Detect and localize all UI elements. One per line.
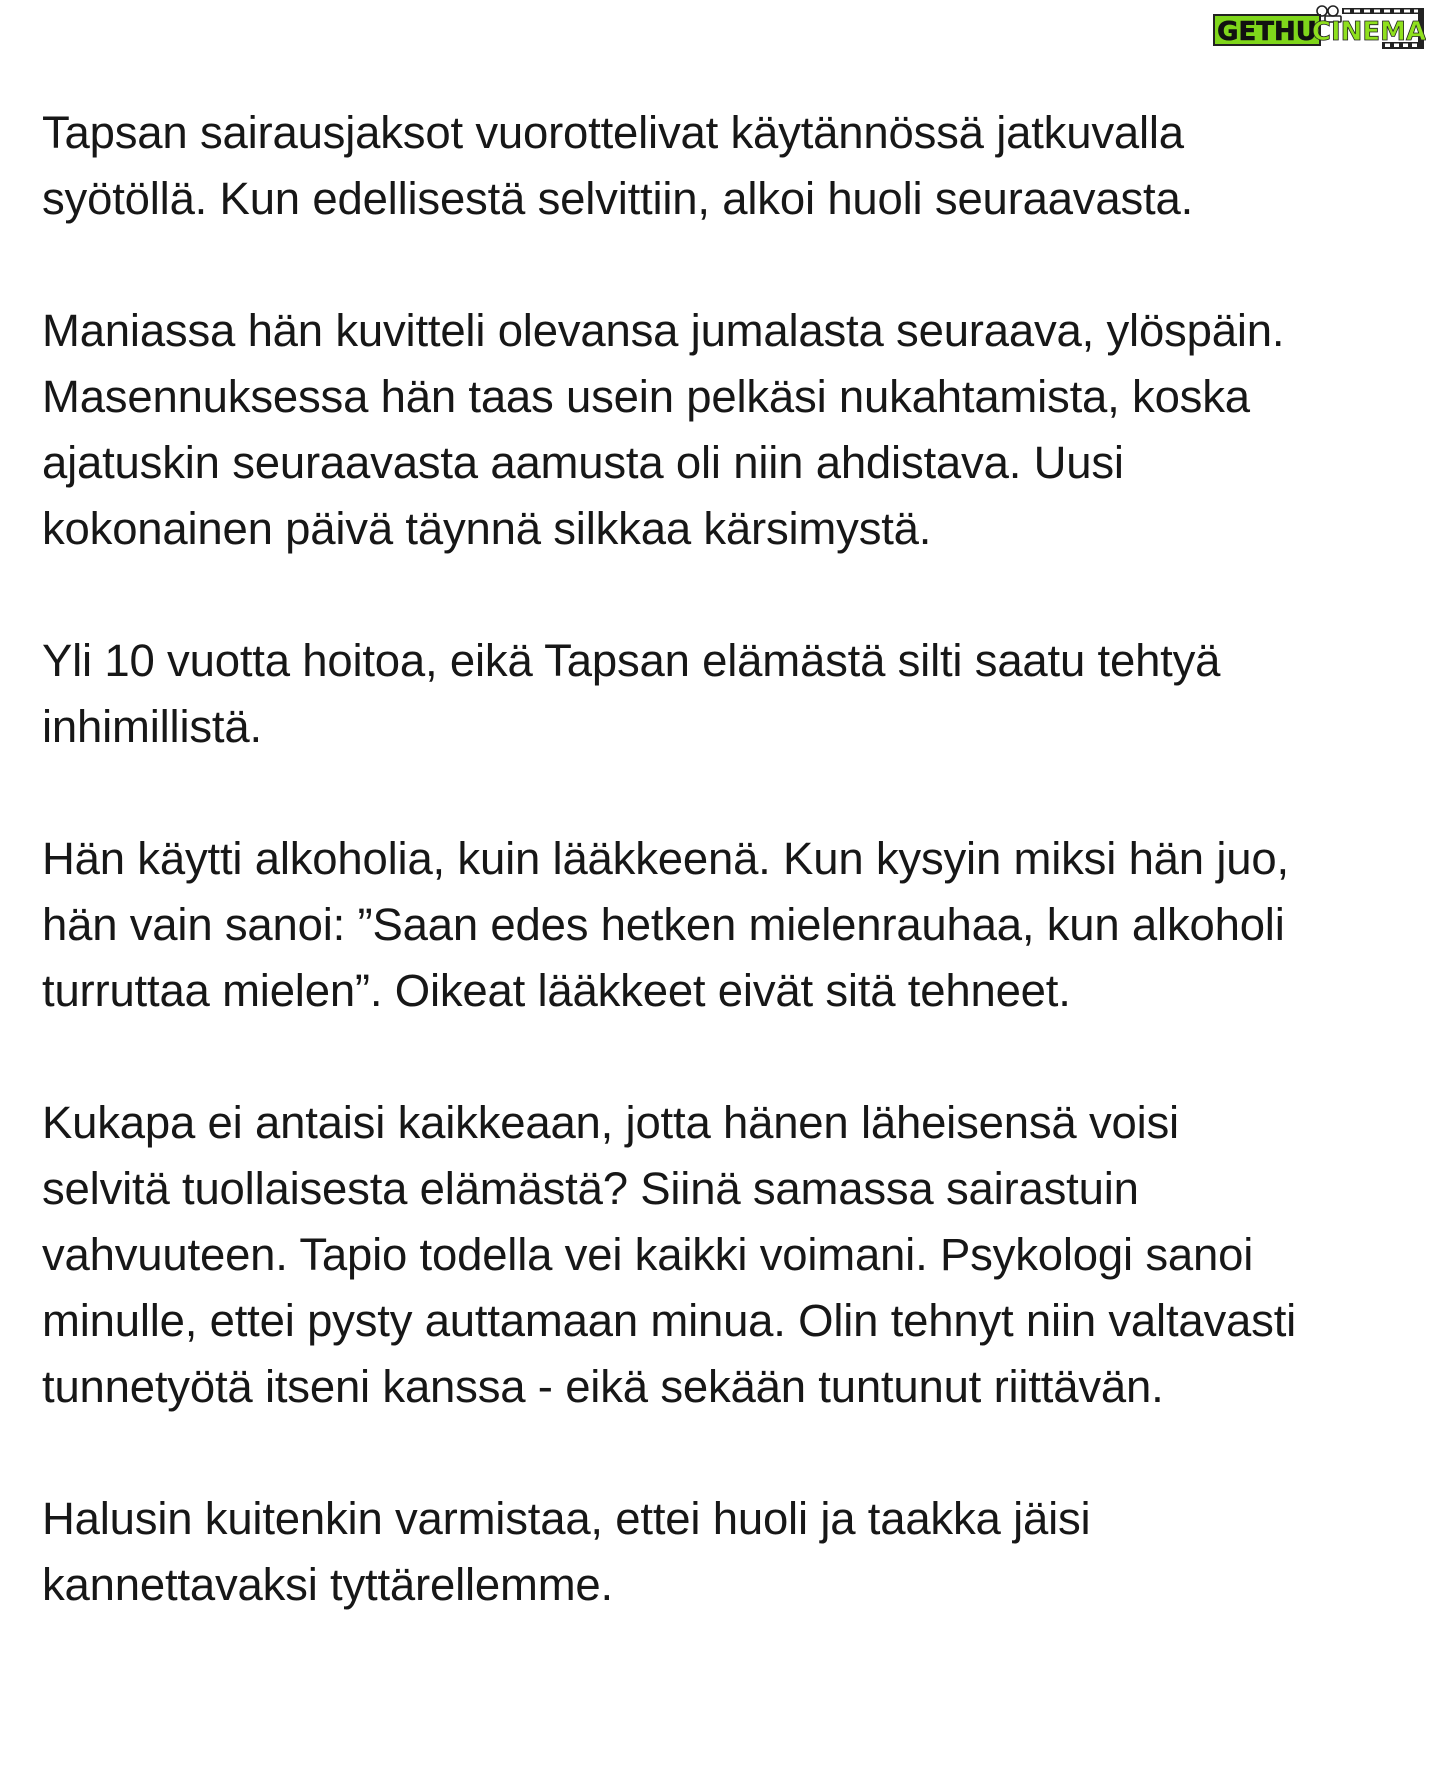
text-line: Kukapa ei antaisi kaikkeaan, jotta hänen läheisensä voisi [42, 1097, 1179, 1148]
text-line: turruttaa mielen”. Oikeat lääkkeet eivät sitä tehneet. [42, 965, 1071, 1016]
text-line: Halusin kuitenkin varmistaa, ettei huoli ja taakka jäisi [42, 1493, 1091, 1544]
text-line: Hän käytti alkoholia, kuin lääkkeenä. Kun kysyin miksi hän juo, [42, 833, 1289, 884]
text-line: Tapsan sairausjaksot vuorottelivat käytännössä jatkuvalla [42, 107, 1184, 158]
text-line: selvitä tuollaisesta elämästä? Siinä samassa sairastuin [42, 1163, 1139, 1214]
text-line: Yli 10 vuotta hoitoa, eikä Tapsan elämästä silti saatu tehtyä [42, 635, 1221, 686]
text-line: vahvuuteen. Tapio todella vei kaikki voimani. Psykologi sanoi [42, 1229, 1254, 1280]
paragraph-2 [42, 298, 1402, 562]
text-line: inhimillistä. [42, 701, 262, 752]
article-text [42, 100, 1402, 1684]
text-line: kokonainen päivä täynnä silkkaa kärsimystä. [42, 503, 932, 554]
text-line: tunnetyötä itseni kanssa - eikä sekään tuntunut riittävän. [42, 1361, 1164, 1412]
paragraph-6 [42, 1486, 1402, 1618]
paragraph-5 [42, 1090, 1402, 1420]
paragraph-4 [42, 826, 1402, 1024]
paragraph-3 [42, 628, 1402, 760]
text-line: kannettavaksi tyttärellemme. [42, 1559, 613, 1610]
text-line: syötöllä. Kun edellisestä selvittiin, alkoi huoli seuraavasta. [42, 173, 1194, 224]
watermark-logo [1212, 2, 1426, 58]
gethu-cinema-watermark [1212, 2, 1426, 58]
paragraph-1 [42, 100, 1402, 232]
text-line: minulle, ettei pysty auttamaan minua. Olin tehnyt niin valtavasti [42, 1295, 1297, 1346]
text-line: ajatuskin seuraavasta aamusta oli niin ahdistava. Uusi [42, 437, 1124, 488]
text-line: Maniassa hän kuvitteli olevansa jumalasta seuraava, ylöspäin. [42, 305, 1285, 356]
text-line: hän vain sanoi: ”Saan edes hetken mielenrauhaa, kun alkoholi [42, 899, 1285, 950]
watermark-cinema-text: CINEMA [1311, 17, 1426, 47]
watermark-gethu-text: GETHU [1217, 17, 1317, 47]
text-line: Masennuksessa hän taas usein pelkäsi nukahtamista, koska [42, 371, 1250, 422]
